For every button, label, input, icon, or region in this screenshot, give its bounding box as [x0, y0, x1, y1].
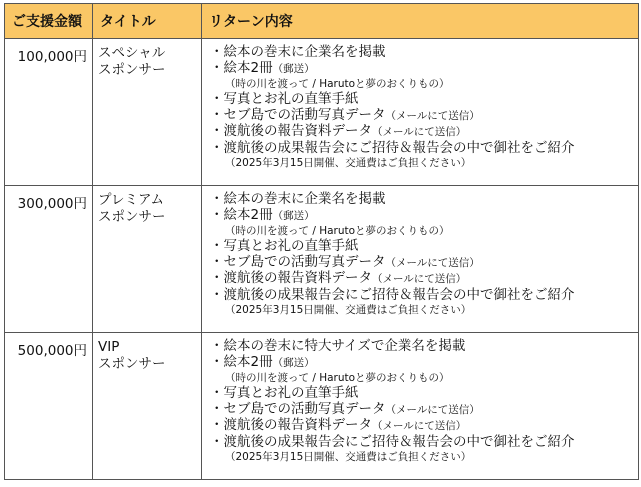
- amount-cell: 500,000円: [5, 333, 93, 480]
- return-item: [210, 402, 634, 419]
- return-item-text: ・渡航後の報告資料データ: [210, 417, 372, 433]
- header-returns: リターン内容: [202, 4, 639, 39]
- return-item-text: ・セブ島での活動写真データ: [210, 400, 386, 417]
- return-item: [210, 124, 634, 141]
- return-note: （郵送）: [272, 356, 315, 369]
- return-item: ・絵本の巻末に企業名を掲載: [210, 44, 386, 60]
- return-note: （メールにて送信）: [385, 256, 480, 269]
- return-note: （メールにて送信）: [385, 403, 480, 416]
- return-item: [210, 271, 634, 288]
- return-note: （メールにて送信）: [385, 109, 480, 122]
- return-subnote: （時の川を渡って / Harutoと夢のおくりもの）: [225, 225, 450, 237]
- return-item: ・渡航後の成果報告会にご招待＆報告会の中で御社をご紹介: [210, 433, 575, 450]
- return-item: [210, 355, 634, 372]
- returns-cell: [202, 333, 639, 480]
- title-line: スポンサー: [98, 356, 166, 372]
- amount-cell: 300,000円: [5, 186, 93, 333]
- return-note: （メールにて送信）: [372, 126, 467, 138]
- return-note: （メールにて送信）: [372, 420, 467, 432]
- header-title: タイトル: [93, 4, 202, 39]
- title-line: スポンサー: [98, 62, 166, 78]
- return-subnote: （2025年3月15日開催、交通費はご負担ください）: [225, 451, 472, 463]
- sponsorship-table: [4, 3, 639, 480]
- return-item: ・渡航後の成果報告会にご招待＆報告会の中で御社をご紹介: [210, 139, 575, 156]
- return-item: ・写真とお礼の直筆手紙: [210, 238, 359, 254]
- title-cell: [93, 39, 202, 186]
- title-line: スペシャル: [98, 45, 166, 61]
- return-item-text: ・渡航後の報告資料データ: [210, 270, 372, 286]
- return-item: [210, 208, 634, 225]
- title-line: プレミアム: [98, 192, 165, 208]
- table-row: [5, 333, 639, 480]
- return-item: ・渡航後の成果報告会にご招待＆報告会の中で御社をご紹介: [210, 286, 575, 303]
- table-row: [5, 186, 639, 333]
- return-item-text: ・渡航後の報告資料データ: [210, 123, 372, 139]
- return-note: （郵送）: [272, 62, 315, 75]
- returns-cell: [202, 39, 639, 186]
- return-item-text: ・セブ島での活動写真データ: [210, 253, 386, 270]
- title-cell: [93, 186, 202, 333]
- return-subnote: （時の川を渡って / Harutoと夢のおくりもの）: [225, 78, 450, 90]
- return-item-text: ・絵本2冊: [210, 353, 273, 370]
- return-item-text: ・絵本2冊: [210, 206, 273, 223]
- returns-cell: [202, 186, 639, 333]
- return-item: [210, 108, 634, 125]
- amount-cell: 100,000円: [5, 39, 93, 186]
- return-item: ・絵本の巻末に企業名を掲載: [210, 191, 386, 207]
- return-item: [210, 418, 634, 435]
- return-item-text: ・絵本2冊: [210, 59, 273, 76]
- header-amount: ご支援金額: [5, 4, 93, 39]
- title-line: スポンサー: [98, 209, 166, 225]
- header-row: [5, 4, 639, 39]
- return-note: （郵送）: [272, 209, 315, 222]
- title-line: VIP: [98, 339, 120, 355]
- return-subnote: （2025年3月15日開催、交通費はご負担ください）: [225, 304, 472, 316]
- return-subnote: （時の川を渡って / Harutoと夢のおくりもの）: [225, 372, 450, 384]
- return-item: ・写真とお礼の直筆手紙: [210, 91, 359, 107]
- title-cell: [93, 333, 202, 480]
- return-item: [210, 61, 634, 78]
- return-note: （メールにて送信）: [372, 273, 467, 285]
- table-row: [5, 39, 639, 186]
- return-item: ・絵本の巻末に特大サイズで企業名を掲載: [210, 338, 466, 354]
- return-item: [210, 255, 634, 272]
- return-subnote: （2025年3月15日開催、交通費はご負担ください）: [225, 157, 472, 169]
- return-item: ・写真とお礼の直筆手紙: [210, 385, 359, 401]
- return-item-text: ・セブ島での活動写真データ: [210, 106, 386, 123]
